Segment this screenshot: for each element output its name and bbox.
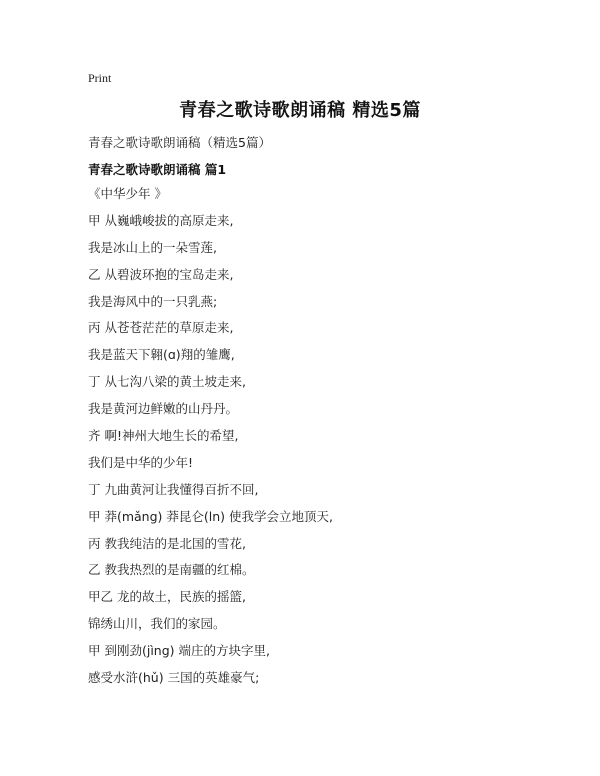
section-heading: 青春之歌诗歌朗诵稿 篇1 bbox=[88, 162, 227, 177]
poem-line: 我是黄河边鲜嫩的山丹丹。 bbox=[88, 401, 239, 417]
poem-line: 乙 从碧波环抱的宝岛走来, bbox=[88, 266, 234, 282]
poem-line: 甲乙 龙的故土，民族的摇篮, bbox=[88, 589, 246, 605]
poem-line: 《中华少年 》 bbox=[88, 186, 167, 201]
poem-line: 丙 从苍苍茫茫的草原走来, bbox=[88, 320, 234, 336]
poem-line: 丁 从七沟八梁的黄土坡走来, bbox=[88, 374, 246, 390]
document-subtitle: 青春之歌诗歌朗诵稿（精选5篇） bbox=[88, 135, 271, 150]
poem-line: 甲 从巍峨峻拔的高原走来, bbox=[88, 212, 234, 228]
poem-line: 我是蓝天下翱(ɑ)翔的雏鹰, bbox=[88, 347, 235, 363]
page-title: 青春之歌诗歌朗诵稿 精选5篇 bbox=[179, 100, 421, 121]
poem-line: 甲 莽(mǎng) 莽昆仑(ln) 使我学会立地顶天, bbox=[88, 508, 333, 524]
poem-line: 锦绣山川，我们的家园。 bbox=[88, 616, 226, 632]
poem-line: 乙 教我热烈的是南疆的红棉。 bbox=[88, 562, 255, 578]
poem-line: 我们是中华的少年! bbox=[88, 454, 194, 470]
poem-line: 齐 啊!神州大地生长的希望, bbox=[88, 428, 239, 444]
poem-line: 甲 到刚劲(jìng) 端庄的方块字里, bbox=[88, 643, 270, 659]
poem-line: 我是海风中的一只乳燕; bbox=[88, 293, 218, 309]
print-label: Print bbox=[88, 71, 112, 85]
poem-body bbox=[88, 187, 333, 698]
poem-line: 我是冰山上的一朵雪莲, bbox=[88, 239, 217, 255]
poem-line: 丙 教我纯洁的是北国的雪花, bbox=[88, 535, 246, 551]
poem-line: 丁 九曲黄河让我懂得百折不回, bbox=[88, 481, 259, 497]
poem-line: 感受水浒(hǔ) 三国的英雄豪气; bbox=[88, 670, 260, 686]
